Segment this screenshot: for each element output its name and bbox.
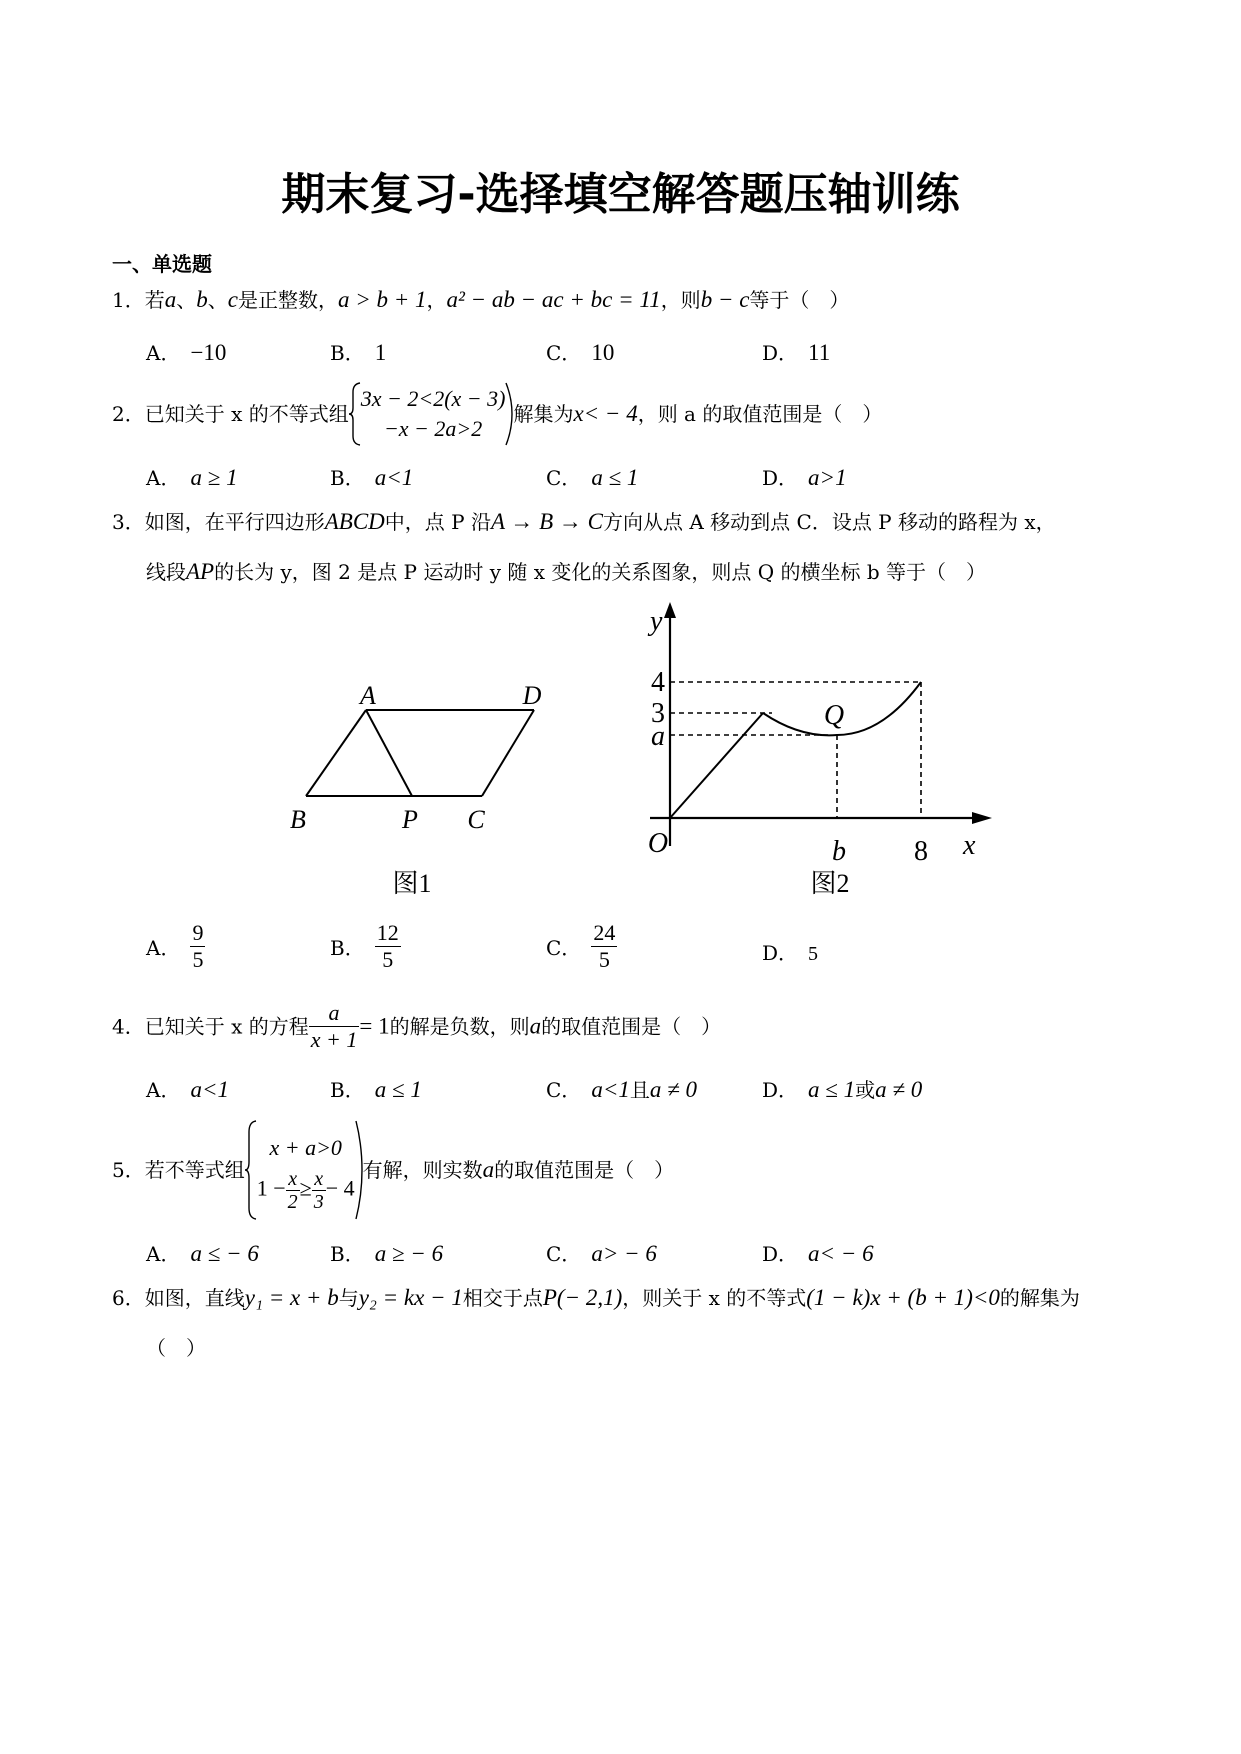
question-3-option-b[interactable]: B． $\frac{12}{5}$ <box>330 920 399 972</box>
question-3-stem-line2: 线段AP的长为 y，图 2 是点 P 运动时 y 随 x 变化的关系图象，则点 Q 的横坐标 b 等于（ ） <box>146 559 987 584</box>
side-AB <box>306 710 366 796</box>
question-number: 1． <box>112 288 145 312</box>
question-2-stem: 2．已知关于 x 的不等式组 3x − 2<2(x − 3) −x − 2a>2 解集为x< − 4，则 a 的取值范围是（ ） <box>112 382 882 446</box>
left-brace-icon <box>349 382 361 446</box>
question-2-option-c[interactable]: C． a ≤ 1 <box>546 465 639 490</box>
label-C: C <box>467 805 485 834</box>
question-5-stem: 5．若不等式组 x + a>0 1 − $\frac{x}{2}$ ≥ $\frac{x}{3}$ − 4 有解，则实数a的取值范围是（ ） <box>112 1120 674 1220</box>
origin-label: O <box>647 828 669 859</box>
inequality-system: 3x − 2<2(x − 3) −x − 2a>2 <box>360 386 506 441</box>
question-1-option-b[interactable]: B． 1 <box>330 340 387 365</box>
question-4-option-a[interactable]: A． a<1 <box>146 1077 229 1102</box>
label-D: D <box>522 681 542 710</box>
figure-1-parallelogram <box>270 680 570 910</box>
x-axis-arrow-icon <box>972 812 992 824</box>
question-2-option-b[interactable]: B． a<1 <box>330 465 414 490</box>
x-axis-label: x <box>963 830 976 861</box>
right-paren-icon <box>355 1120 363 1220</box>
tick-label-8: 8 <box>914 836 928 867</box>
question-5-option-d[interactable]: D． a< − 6 <box>762 1241 874 1266</box>
question-2-option-a[interactable]: A． a ≥ 1 <box>146 465 238 490</box>
side-DC <box>482 710 534 796</box>
question-5-option-b[interactable]: B． a ≥ − 6 <box>330 1241 444 1266</box>
label-A: A <box>360 681 376 710</box>
question-4-option-c[interactable]: C． a<1且a ≠ 0 <box>546 1077 697 1102</box>
question-5-option-c[interactable]: C． a> − 6 <box>546 1241 657 1266</box>
tick-label-4: 4 <box>651 667 665 698</box>
question-3-option-a[interactable]: A． $\frac{9}{5}$ <box>146 920 204 972</box>
question-1-stem: 1．若a、b、c是正整数，a > b + 1，a² − ab − ac + bc = 11，则b − c等于（ ） <box>112 287 850 312</box>
question-3-stem-line1: 3．如图，在平行四边形ABCD中，点 P 沿A → B → C方向从点 A 移动到点 C．设点 P 移动的路程为 x， <box>112 509 1056 534</box>
question-3-option-c[interactable]: C． $\frac{24}{5}$ <box>546 920 616 972</box>
tick-label-b: b <box>832 836 846 867</box>
graph-segment-linear <box>670 713 763 818</box>
right-paren-icon <box>505 382 513 446</box>
figure-2-caption: 图2 <box>810 869 850 898</box>
question-5-option-a[interactable]: A． a ≤ − 6 <box>146 1241 259 1266</box>
label-P: P <box>402 805 418 834</box>
section-heading: 一、单选题 <box>112 252 212 276</box>
y-axis-label: y <box>650 606 663 637</box>
figure-1-caption: 图1 <box>392 869 432 898</box>
equation-fraction: $\frac{a}{x + 1}$ <box>310 1000 358 1052</box>
left-brace-icon <box>245 1120 257 1220</box>
point-Q-label: Q <box>823 700 845 731</box>
question-2-option-d[interactable]: D． a>1 <box>762 465 847 490</box>
label-B: B <box>290 805 306 834</box>
segment-AP <box>366 710 412 796</box>
figure-2-graph <box>620 600 1000 900</box>
question-1-option-a[interactable]: A． −10 <box>146 340 227 365</box>
question-4-stem: 4．已知关于 x 的方程 $\frac{a}{x + 1}$ = 1的解是负数，则a的取值范围是（ ） <box>112 1000 722 1052</box>
y-axis-arrow-icon <box>664 602 676 618</box>
tick-label-3: 3 <box>651 698 665 729</box>
inequality-system: x + a>0 1 − $\frac{x}{2}$ ≥ $\frac{x}{3}$ − 4 <box>256 1134 355 1213</box>
page-title: 期末复习-选择填空解答题压轴训练 <box>281 169 960 220</box>
question-6-stem-line2: （ ） <box>146 1336 206 1360</box>
question-4-option-b[interactable]: B． a ≤ 1 <box>330 1077 422 1102</box>
question-1-option-d[interactable]: D． 11 <box>762 340 831 365</box>
question-1-option-c[interactable]: C． 10 <box>546 340 615 365</box>
tick-label-a: a <box>651 721 665 752</box>
question-4-option-d[interactable]: D． a ≤ 1或a ≠ 0 <box>762 1077 923 1102</box>
question-3-option-d[interactable]: D． 5 <box>762 941 819 965</box>
question-6-stem-line1: 6．如图，直线y₁ = x + b与y₂ = kx − 1相交于点P(− 2,1)，则关于 x 的不等式(1 − k)x + (b + 1)<0的解集为 <box>112 1285 1080 1310</box>
